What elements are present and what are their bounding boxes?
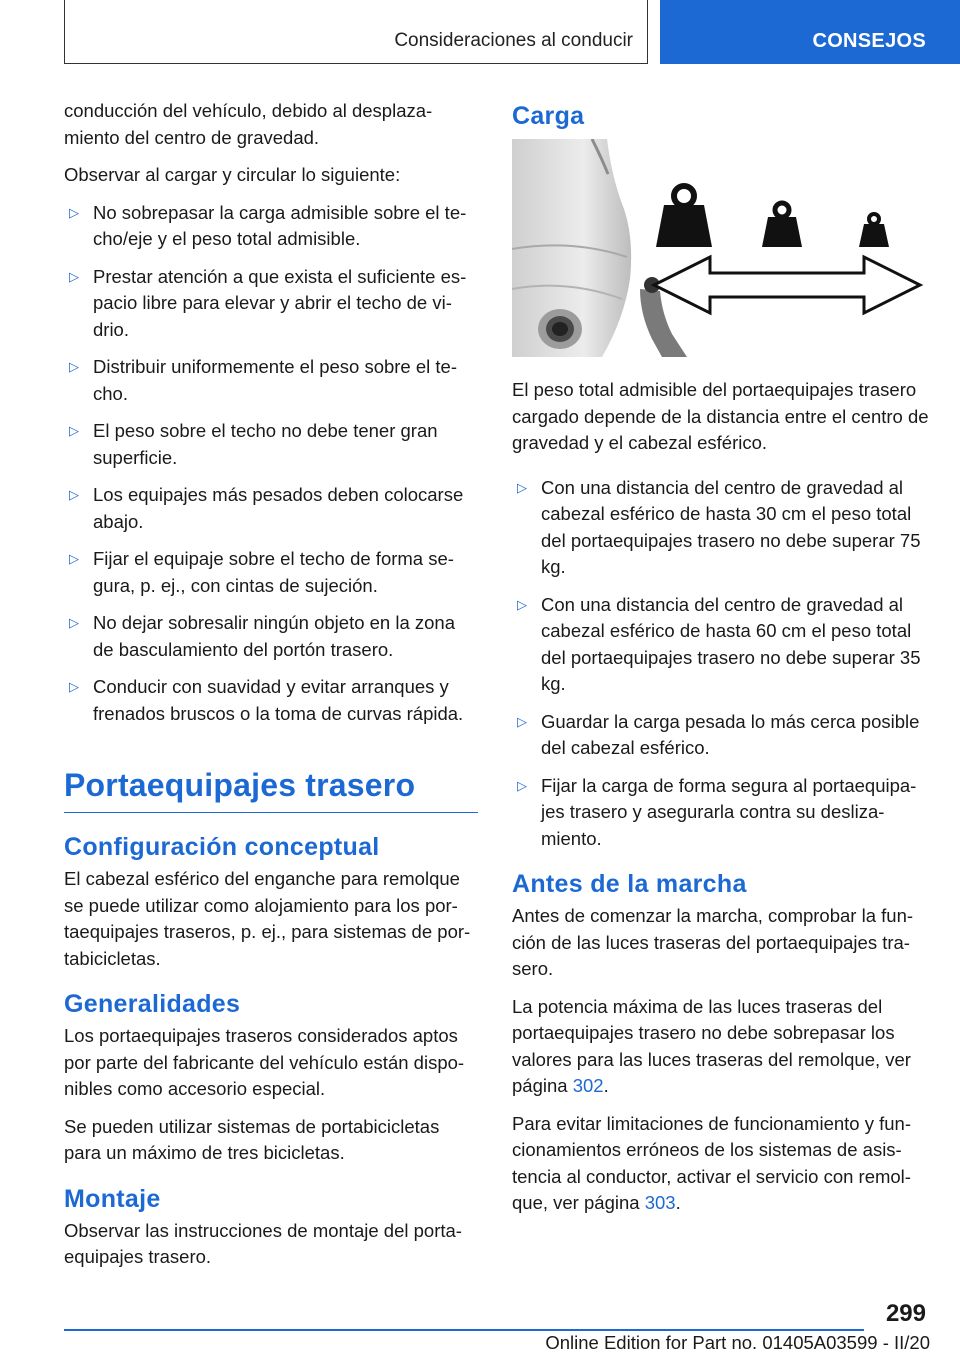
list-item [512, 709, 930, 762]
list-item [64, 482, 478, 535]
triangle-bullet-icon: ▷ [69, 551, 79, 566]
list-item-text: Guardar la carga pesada lo más cerca posible del cabezal esférico. [541, 710, 920, 758]
list-item-text: Distribuir uniformemente el peso sobre el te-cho. [93, 356, 457, 404]
weight-large-shape [656, 186, 712, 247]
paragraph [512, 1111, 930, 1217]
list-item [64, 418, 478, 471]
triangle-bullet-icon: ▷ [517, 713, 527, 729]
left-column [64, 98, 478, 1282]
list-item-text: Fijar la carga de forma segura al portaequipa-jes trasero y asegurarla contra su desliza-miento. [541, 774, 917, 849]
bullet-list [64, 200, 478, 728]
subsection-title-config: Configuración conceptual [64, 833, 380, 861]
subsection-title-general: Generalidades [64, 990, 241, 1018]
paragraph-text: . [603, 1075, 609, 1096]
header-box [64, 0, 648, 64]
section-title: Portaequipajes trasero [64, 767, 478, 813]
list-item-text: No dejar sobresalir ningún objeto en la zona de basculamiento del portón trasero. [93, 612, 456, 660]
paragraph: El cabezal esférico del enganche para remolque se puede utilizar como alojamiento para los por-taequipajes traseros, p. ej., para sistemas de por-tabicicletas. [64, 868, 471, 969]
subsection-title-antes: Antes de la marcha [512, 870, 747, 898]
triangle-bullet-icon: ▷ [517, 479, 527, 495]
paragraph-text: La potencia máxima de las luces traseras del portaequipajes trasero no debe sobrepasar los valores para las luces traseras del remolque, ver página [512, 995, 911, 1096]
paragraph: Los portaequipajes traseros considerados aptos por parte del fabricante del vehículo están dispo-nibles como accesorio especial. [64, 1025, 465, 1099]
header-title: Consideraciones al conducir [394, 30, 633, 51]
paragraph: Se pueden utilizar sistemas de portabicicletas para un máximo de tres bicicletas. [64, 1115, 440, 1163]
triangle-bullet-icon: ▷ [69, 423, 79, 438]
list-item [512, 592, 930, 698]
weight-medium-shape [762, 203, 802, 247]
load-distance-illustration [512, 139, 930, 357]
list-item-text: Con una distancia del centro de gravedad al cabezal esférico de hasta 30 cm el peso total del portaequipajes trasero no debe superar 75 kg. [541, 476, 921, 577]
list-item-text: Los equipajes más pesados deben colocarse abajo. [93, 484, 464, 532]
list-item-text: Fijar el equipaje sobre el techo de forma se-gura, p. ej., con cintas de sujeción. [93, 548, 454, 596]
triangle-bullet-icon: ▷ [517, 596, 527, 612]
list-item-text: Prestar atención a que exista el suficiente es-pacio libre para elevar y abrir el techo de vi-drio. [93, 265, 467, 340]
weight-small-shape [859, 214, 889, 247]
list-item-text: No sobrepasar la carga admisible sobre el te-cho/eje y el peso total admisible. [93, 201, 467, 249]
triangle-bullet-icon: ▷ [69, 359, 79, 374]
triangle-bullet-icon: ▷ [69, 615, 79, 630]
list-item-text: Conducir con suavidad y evitar arranques y frenados bruscos o la toma de curvas rápida. [93, 676, 464, 724]
right-column [512, 98, 930, 1228]
list-item [64, 610, 478, 663]
page-number: 299 [885, 1300, 926, 1327]
header-tab-label: CONSEJOS [812, 30, 926, 52]
triangle-bullet-icon: ▷ [517, 777, 527, 793]
paragraph: El peso total admisible del portaequipajes trasero cargado depende de la distancia entre el centro de gravedad y el cabezal esférico. [512, 379, 929, 453]
list-item [64, 264, 478, 344]
list-item [64, 200, 478, 253]
triangle-bullet-icon: ▷ [69, 679, 79, 694]
triangle-bullet-icon: ▷ [69, 204, 79, 220]
list-item [64, 546, 478, 599]
subsection-title-carga: Carga [512, 102, 585, 130]
footer-edition: Online Edition for Part no. 01405A03599 - II/20 [545, 1332, 930, 1353]
triangle-bullet-icon: ▷ [69, 487, 79, 502]
page-link-302[interactable]: 302 [572, 1075, 604, 1096]
list-item [512, 475, 930, 581]
paragraph: Observar al cargar y circular lo siguiente: [64, 164, 401, 185]
list-item [512, 773, 930, 853]
footer-divider [64, 1329, 864, 1331]
bullet-list [512, 475, 930, 853]
paragraph: conducción del vehículo, debido al desplaza-miento del centro de gravedad. [64, 100, 433, 148]
list-item [64, 354, 478, 407]
paragraph-text: . [675, 1192, 681, 1213]
paragraph: Observar las instrucciones de montaje del porta-equipajes trasero. [64, 1219, 462, 1267]
paragraph [512, 994, 930, 1100]
paragraph-text: Para evitar limitaciones de funcionamiento y fun-cionamientos erróneos de los sistemas de asis-tencia al conductor, activar el servicio con remol-que, ver página [512, 1112, 911, 1213]
subsection-title-montaje: Montaje [64, 1184, 161, 1213]
distance-arrow-shape [654, 257, 920, 313]
list-item-text: Con una distancia del centro de gravedad al cabezal esférico de hasta 60 cm el peso total del portaequipajes trasero no debe superar 35 kg. [541, 593, 921, 694]
list-item-text: El peso sobre el techo no debe tener gran superficie. [93, 420, 438, 468]
list-item [64, 674, 478, 727]
page-link-303[interactable]: 303 [644, 1192, 676, 1213]
header-section-tab[interactable] [660, 0, 960, 64]
load-distance-illustration-svg [512, 139, 930, 357]
paragraph: Antes de comenzar la marcha, comprobar la fun-ción de las luces traseras del portaequipajes tra-sero. [512, 905, 914, 979]
triangle-bullet-icon: ▷ [69, 268, 79, 284]
